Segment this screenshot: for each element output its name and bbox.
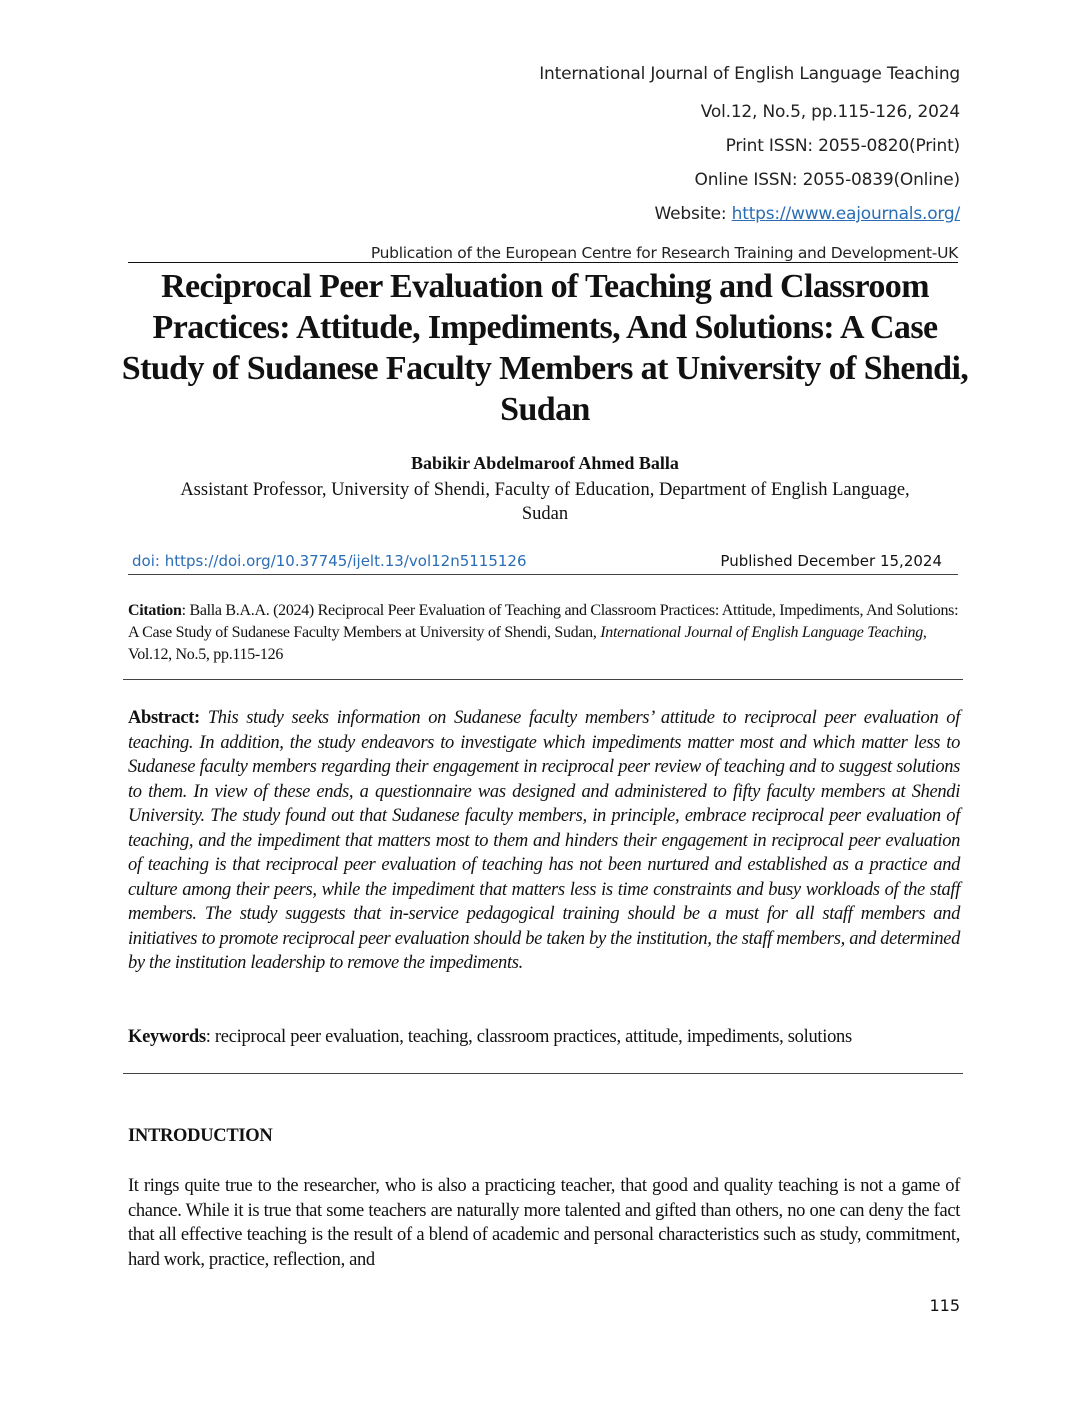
divider [123,679,963,680]
divider [123,1073,963,1074]
publication-text: Publication of the European Centre for Research Training and Development-UK [370,244,958,262]
print-issn: Print ISSN: 2055-0820(Print) [725,136,960,156]
website-link[interactable]: https://www.eajournals.org/ [731,204,960,224]
volume-info: Vol.12, No.5, pp.115-126, 2024 [700,102,960,122]
page-number: 115 [929,1296,960,1315]
website-label: Website: [654,204,732,224]
published-date: Published December 15,2024 [720,552,942,570]
author-name: Babikir Abdelmaroof Ahmed Balla [411,453,679,473]
author-affiliation: Assistant Professor, University of Shendi, Faculty of Education, Department of English Language, Sudan [180,480,910,524]
keywords-text: : reciprocal peer evaluation, teaching, classroom practices, attitude, impediments, solutions [205,1027,852,1047]
abstract [128,706,960,976]
online-issn: Online ISSN: 2055-0839(Online) [694,170,960,190]
citation-text: : Balla B.A.A. (2024) Reciprocal Peer Evaluation of Teaching and Classroom Practices: Attitude, Impediments, And Solutions: A Case Study of Sudanese Faculty Members at University of Shendi, Sudan, [128,602,959,641]
publication-line [128,240,958,263]
abstract-label: Abstract: [128,708,200,728]
doi-link[interactable]: doi: https://doi.org/10.37745/ijelt.13/vol12n5115126 [132,552,527,570]
section-heading: INTRODUCTION [128,1126,273,1146]
journal-name: International Journal of English Language Teaching [539,64,960,84]
citation [128,600,963,666]
citation-label: Citation [128,602,182,619]
paper-title: Reciprocal Peer Evaluation of Teaching and Classroom Practices: Attitude, Impediments, And Solutions: A Case Study of Sudanese Faculty Members at University of Shendi, Sudan [121,268,969,428]
section-paragraph: It rings quite true to the researcher, who is also a practicing teacher, that good and quality teaching is not a game of chance. While it is true that some teachers are naturally more talented and gifted than others, no one can deny the fact that all effective teaching is the result of a blend of academic and personal characteristics such as study, commitment, hard work, practice, reflection, and [128,1176,960,1270]
keywords [128,1025,960,1050]
abstract-text: This study seeks information on Sudanese faculty members’ attitude to reciprocal peer evaluation of teaching. In addition, the study endeavors to investigate which impediments matter most and which matter less to Sudanese faculty members regarding their engagement in reciprocal peer review of teaching and to suggest solutions to them. In view of these ends, a questionnaire was designed and administered to fifty faculty members at Shendi University. The study found out that Sudanese faculty members, in principle, embrace reciprocal peer evaluation of teaching, and the impediment that matters most to them and hinders their engagement in reciprocal peer evaluation of teaching is that reciprocal peer evaluation of teaching has not been nurtured and established as a practice and culture among their peers, while the impediment that matters less is time constraints and busy workloads of the staff members. The study suggests that in-service pedagogical training should be a must for all staff members and initiatives to promote reciprocal peer evaluation should be taken by the institution, the staff members, and determined by the institution leadership to remove the impediments. [128,708,960,973]
citation-tail: , Vol.12, No.5, pp.115-126 [128,624,927,663]
keywords-label: Keywords [128,1027,206,1047]
website-line [655,204,960,224]
citation-journal: International Journal of English Language Teaching [600,624,923,641]
doi-row [128,550,958,575]
